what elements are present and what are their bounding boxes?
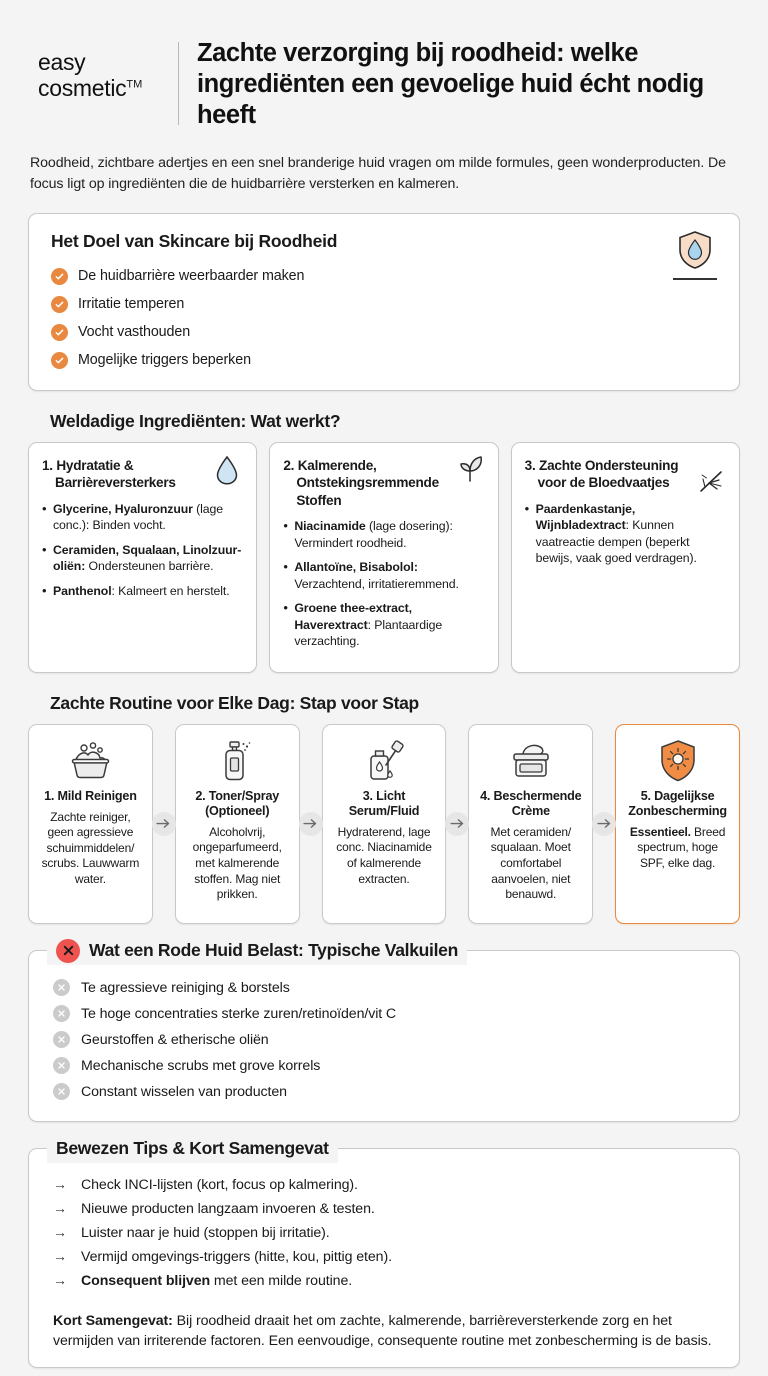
trademark-symbol: TM: [126, 78, 143, 91]
x-small-icon: [53, 1005, 70, 1022]
ingredient-list: [42, 501, 242, 599]
arrow-right-glyph-icon: →: [53, 1224, 67, 1241]
list-item: [53, 1245, 719, 1269]
tips-legend: [47, 1135, 338, 1163]
ingredient-title-line-1: 3. Zachte Ondersteuning: [524, 458, 679, 474]
list-item-label: [81, 1273, 352, 1289]
ingredient-title-line-1: 1. Hydratatie &: [42, 458, 134, 474]
ingredient-title-line-2: Barrièreversterkers: [55, 475, 176, 491]
x-small-icon: [53, 1083, 70, 1100]
list-item: [51, 318, 719, 346]
ingredient-name: Panthenol: [53, 583, 112, 598]
ingredient-desc: : Plantaardige verzachting.: [294, 617, 443, 649]
list-item-label: Mogelijke triggers beperken: [78, 351, 251, 368]
water-drop-icon: [214, 455, 244, 485]
leaf-sprout-icon: [456, 455, 486, 485]
cream-jar-icon: [507, 737, 555, 785]
list-item-label: De huidbarrière weerbaarder maken: [78, 267, 305, 284]
tips-legend-label: Bewezen Tips & Kort Samengevat: [56, 1137, 329, 1158]
tips-card: [28, 1137, 740, 1369]
list-item: [42, 583, 242, 599]
routine-arrow-2: [300, 724, 322, 924]
list-item-label: Te agressieve reiniging & borstels: [81, 979, 290, 996]
ingredient-list: [525, 501, 725, 567]
routine-step-1: [28, 724, 153, 924]
routine-step-title: 4. Beschermende Crème: [480, 788, 582, 818]
arrow-right-glyph-icon: →: [53, 1176, 67, 1193]
routine-arrow-1: [153, 724, 175, 924]
routine-step-5: [615, 724, 740, 924]
list-item-label: Irritatie temperen: [78, 295, 185, 312]
pitfalls-legend-label: Wat een Rode Huid Belast: Typische Valkuilen: [89, 939, 458, 960]
routine-step-text: Zachte reiniger, geen agressieve schuimmiddelen/ scrubs. Lauwwarm water.: [41, 809, 140, 887]
ingredient-card-hydration: [28, 442, 257, 672]
sunscreen-shield-icon: [658, 737, 698, 785]
list-item: [53, 1221, 719, 1245]
arrow-right-icon: [299, 812, 323, 836]
list-item: [51, 346, 719, 374]
list-item: [283, 600, 483, 649]
list-item: [53, 1001, 719, 1027]
serum-dropper-icon: [362, 737, 406, 785]
goal-card: [28, 213, 740, 391]
list-item: [53, 1079, 719, 1105]
list-item-label: Geurstoffen & etherische oliën: [81, 1031, 269, 1048]
intro-paragraph: Roodheid, zichtbare adertjes en een snel branderige huid vragen om milde formules, geen wonderproducten. De focus ligt op ingrediënten die de huidbarrière versterken en kalmeren.: [30, 155, 726, 193]
routine-arrow-3: [446, 724, 468, 924]
ingredient-desc: Ondersteunen barrière.: [88, 559, 214, 574]
list-item: [53, 1269, 719, 1293]
check-icon: [51, 352, 68, 369]
ingredient-title-line-1: 2. Kalmerende,: [283, 458, 377, 474]
ingredient-name: Groene thee-extract, Haverextract: [294, 601, 412, 632]
header-divider: [178, 42, 179, 125]
ingredient-name: Paardenkastanje, Wijnbladextract: [535, 501, 636, 533]
arrow-right-icon: [152, 812, 176, 836]
icon-underline: [673, 278, 717, 280]
ingredient-desc: (lage conc.): Binden vocht.: [53, 501, 224, 533]
goal-list: [51, 262, 719, 374]
routine-step-2: [175, 724, 300, 924]
check-icon: [51, 268, 68, 285]
check-icon: [51, 296, 68, 313]
list-item: [283, 559, 483, 592]
ingredient-list: [283, 518, 483, 649]
check-icon: [51, 324, 68, 341]
goal-title: Het Doel van Skincare bij Roodheid: [51, 231, 338, 252]
list-item-label: Constant wisselen van producten: [81, 1083, 287, 1100]
routine-step-title: 1. Mild Reinigen: [44, 788, 137, 803]
list-item-emphasis: Consequent blijven: [81, 1273, 211, 1290]
x-small-icon: [53, 1057, 70, 1074]
pitfalls-list: [53, 975, 719, 1105]
page-title: Zachte verzorging bij roodheid: welke ingrediënten een gevoelige huid écht nodig heeft: [197, 39, 704, 130]
routine-step-title: 3. Licht Serum/Fluid: [348, 788, 420, 818]
routine-step-emphasis: Essentieel.: [629, 824, 691, 839]
header: [28, 28, 740, 131]
arrow-right-icon: [592, 812, 616, 836]
x-circle-icon: [56, 939, 80, 963]
routine-step-text: Hydraterend, lage conc. Niacinamide of kalmerende extracten.: [336, 824, 432, 886]
x-small-icon: [53, 979, 70, 996]
ingredients-heading: Weldadige Ingrediënten: Wat werkt?: [50, 411, 341, 432]
list-item: [51, 262, 719, 290]
list-item-label: Nieuwe producten langzaam invoeren & testen.: [81, 1201, 375, 1218]
routine-step-title: 2. Toner/Spray (Optioneel): [195, 788, 280, 818]
list-item-label: Vocht vasthouden: [78, 323, 191, 340]
list-item: [53, 1053, 719, 1079]
ingredient-desc: : Kalmeert en herstelt.: [111, 583, 230, 598]
list-item-label: Te hoge concentraties sterke zuren/retinoïden/vit C: [81, 1005, 397, 1022]
brand-logo: [28, 36, 178, 102]
ingredient-name: Ceramiden, Squalaan, Linolzuur-oliën:: [53, 542, 242, 574]
ingredient-desc: : Kunnen vaatreactie dempen (beperkt bewijs, vaak goed verdragen).: [535, 518, 697, 566]
list-item: [283, 518, 483, 551]
ingredient-desc: (lage dosering): Vermindert roodheid.: [294, 519, 453, 550]
routine-step-text: Alcoholvrij, ongeparfumeerd, met kalmerende stoffen. Mag niet prikken.: [192, 824, 282, 902]
list-item-label: Mechanische scrubs met grove korrels: [81, 1057, 321, 1074]
list-item: [53, 1027, 719, 1053]
list-item: [525, 501, 725, 567]
routine-step-rest: Breed spectrum, hoge SPF, elke dag.: [637, 824, 726, 870]
summary-label: Kort Samengevat:: [53, 1312, 173, 1329]
list-item: [53, 975, 719, 1001]
arrow-right-icon: [445, 812, 469, 836]
ingredient-title-line-2: Ontstekingsremmende Stoffen: [296, 475, 439, 508]
list-item: [53, 1173, 719, 1197]
routine-step-title: 5. Dagelijkse Zonbescherming: [628, 788, 727, 818]
ingredient-card-title: [525, 457, 725, 492]
brand-line-1: easy: [38, 49, 86, 75]
ingredient-desc: Verzachtend, irritatieremmend.: [294, 576, 459, 591]
ingredient-card-title: [283, 457, 483, 509]
list-item-label: Check INCI-lijsten (kort, focus op kalmering).: [81, 1177, 358, 1194]
ingredient-name: Niacinamide: [294, 519, 366, 534]
wash-basin-foam-icon: [67, 737, 113, 785]
brand-line-2: cosmetic: [38, 74, 127, 101]
ingredient-card-title: [42, 457, 242, 492]
routine-arrow-4: [593, 724, 615, 924]
list-item-label: Vermijd omgevings-triggers (hitte, kou, pittig eten).: [81, 1249, 392, 1266]
routine-step-4: [468, 724, 593, 924]
arrow-right-glyph-icon: →: [53, 1272, 67, 1289]
summary-text: Bij roodheid draait het om zachte, kalmerende, barrièreversterkende zorg en het vermijden van irriterende factoren. Een eenvoudige, consequente routine met zonbescherming is de basis.: [53, 1312, 712, 1349]
routine-heading: Zachte Routine voor Elke Dag: Stap voor Stap: [50, 692, 419, 713]
blood-vessel-icon: [697, 469, 727, 499]
x-small-icon: [53, 1031, 70, 1048]
list-item: [42, 501, 242, 534]
list-item-label: Luister naar je huid (stoppen bij irritatie).: [81, 1225, 330, 1242]
ingredient-title-line-2: voor de Bloedvaatjes: [537, 475, 670, 491]
spray-bottle-icon: [218, 737, 256, 785]
list-item: [42, 542, 242, 575]
ingredient-card-vessels: [511, 442, 740, 672]
ingredient-card-soothing: [269, 442, 498, 672]
routine-step-3: [322, 724, 447, 924]
list-item: [51, 290, 719, 318]
arrow-right-glyph-icon: →: [53, 1200, 67, 1217]
routine-steps: [28, 724, 740, 924]
list-item-rest: met een milde routine.: [210, 1273, 353, 1290]
list-item: [53, 1197, 719, 1221]
tips-list: [53, 1173, 719, 1293]
ingredient-name: Allantoïne, Bisabolol:: [294, 560, 418, 575]
ingredient-name: Glycerine, Hyaluronzuur: [53, 501, 193, 516]
shield-droplet-icon: [673, 230, 717, 280]
routine-step-text: Met ceramiden/ squalaan. Moet comfortabel aanvoelen, niet benauwd.: [490, 824, 572, 902]
arrow-right-glyph-icon: →: [53, 1248, 67, 1265]
routine-step-text: [624, 825, 731, 872]
summary-paragraph: [53, 1307, 719, 1352]
pitfalls-card: [28, 939, 740, 1122]
pitfalls-legend: [47, 937, 467, 965]
ingredients-row: [28, 442, 740, 672]
